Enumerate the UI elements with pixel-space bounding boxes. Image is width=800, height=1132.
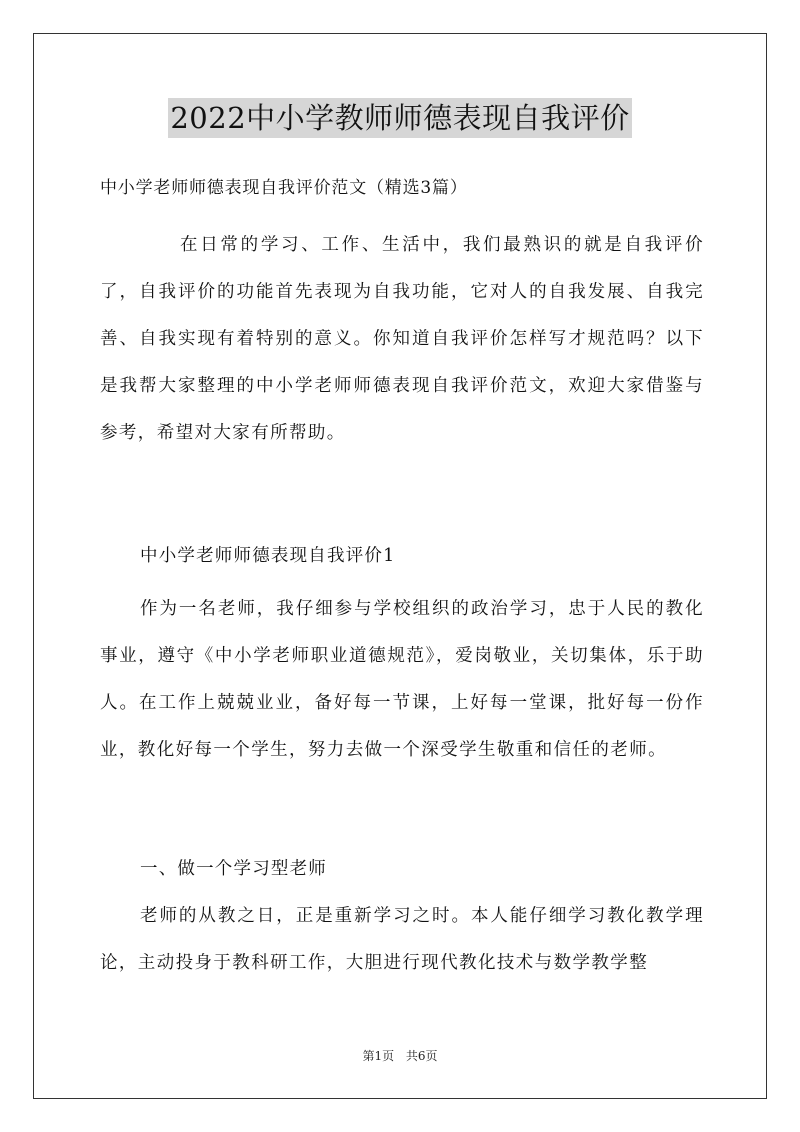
section-heading: 中小学老师师德表现自我评价1 xyxy=(140,546,396,566)
document-subtitle: 中小学老师师德表现自我评价范文（精选3篇） xyxy=(100,178,468,198)
subheading-learning-teacher: 一、做一个学习型老师 xyxy=(140,859,327,879)
intro-paragraph: 在日常的学习、工作、生活中，我们最熟识的就是自我评价了，自我评价的功能首先表现为自我功能，它对人的自我发展、自我完善、自我实现有着特别的意义。你知道自我评价怎样写才规范吗？以下是我帮大家整理的中小学老师师德表现自我评价范文，欢迎大家借鉴与参考，希望对大家有所帮助。 xyxy=(100,235,704,443)
page-footer xyxy=(0,1048,800,1064)
page-number: 第1页 xyxy=(362,1049,395,1063)
body-paragraph-2: 老师的从教之日，正是重新学习之时。本人能仔细学习教化教学理论，主动投身于教科研工作，大胆进行现代教化技术与数学教学整 xyxy=(100,906,704,973)
title-container xyxy=(0,98,800,138)
page-total: 共6页 xyxy=(405,1049,438,1063)
body-paragraph-1: 作为一名老师，我仔细参与学校组织的政治学习，忠于人民的教化事业，遵守《中小学老师职业道德规范》，爱岗敬业，关切集体，乐于助人。在工作上兢兢业业，备好每一节课，上好每一堂课，批好每一份作业，教化好每一个学生，努力去做一个深受学生敬重和信任的老师。 xyxy=(100,599,704,760)
document-title: 2022中小学教师师德表现自我评价 xyxy=(168,98,631,138)
